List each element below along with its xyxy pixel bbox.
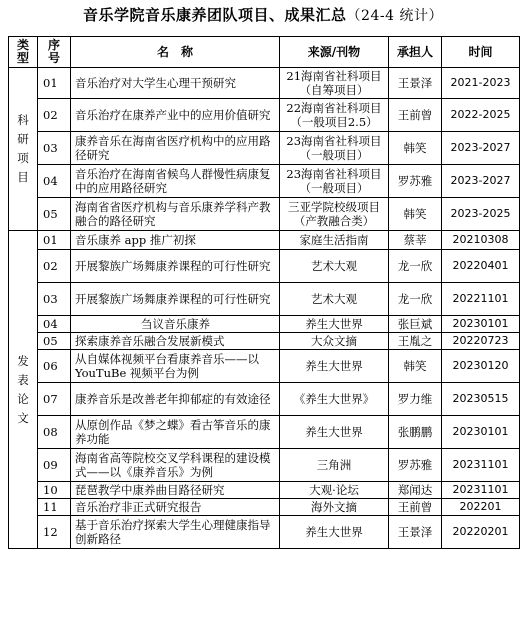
row-name: 康养音乐在海南省医疗机构中的应用路径研究 [71, 132, 280, 165]
row-name: 从原创作品《梦之蝶》看古筝音乐的康养功能 [71, 416, 280, 449]
row-source: 22海南省社科项目（一般项目2.5） [280, 99, 389, 132]
row-name: 音乐治疗对大学生心理干预研究 [71, 68, 280, 99]
row-name: 开展黎族广场舞康养课程的可行性研究 [71, 283, 280, 316]
table-row [9, 516, 520, 549]
summary-table [8, 36, 520, 549]
row-person: 王前曾 [389, 99, 442, 132]
row-time: 20220201 [442, 516, 520, 549]
table-row [9, 283, 520, 316]
row-number: 03 [38, 132, 71, 165]
row-source: 家庭生活指南 [280, 231, 389, 250]
row-time: 2023-2027 [442, 165, 520, 198]
row-number: 07 [38, 383, 71, 416]
table-row [9, 316, 520, 333]
row-name: 刍议音乐康养 [71, 316, 280, 333]
row-name: 基于音乐治疗探索大学生心理健康指导创新路径 [71, 516, 280, 549]
row-source: 三亚学院校级项目（产教融合类） [280, 198, 389, 231]
header-index: 序号 [38, 37, 71, 68]
row-source: 养生大世界 [280, 350, 389, 383]
row-time: 20230515 [442, 383, 520, 416]
row-source: 三角洲 [280, 449, 389, 482]
row-name: 从自媒体视频平台看康养音乐——以 YouTuBe 视频平台为例 [71, 350, 280, 383]
row-time: 2023-2025 [442, 198, 520, 231]
document-title [0, 4, 526, 25]
row-time: 2022-2025 [442, 99, 520, 132]
row-source: 艺术大观 [280, 250, 389, 283]
table-row [9, 99, 520, 132]
row-number: 02 [38, 250, 71, 283]
row-number: 04 [38, 316, 71, 333]
table-header-row [9, 37, 520, 68]
row-name: 康养音乐是改善老年抑郁症的有效途径 [71, 383, 280, 416]
title-text: 音乐学院音乐康养团队项目、成果汇总 [83, 6, 347, 24]
row-name: 海南省省医疗机构与音乐康养学科产教融合的路径研究 [71, 198, 280, 231]
header-person: 承担人 [389, 37, 442, 68]
row-time: 20230120 [442, 350, 520, 383]
row-time: 20230101 [442, 316, 520, 333]
row-person: 张巨斌 [389, 316, 442, 333]
row-number: 12 [38, 516, 71, 549]
row-number: 06 [38, 350, 71, 383]
section-category: 发 表 论 文 [9, 231, 38, 549]
row-person: 王景泽 [389, 516, 442, 549]
row-number: 04 [38, 165, 71, 198]
table-row [9, 198, 520, 231]
header-name: 名 称 [71, 37, 280, 68]
row-person: 王景泽 [389, 68, 442, 99]
row-source: 大众文摘 [280, 333, 389, 350]
table-row [9, 416, 520, 449]
row-number: 10 [38, 482, 71, 499]
row-person: 王前曾 [389, 499, 442, 516]
row-number: 05 [38, 198, 71, 231]
table-row [9, 350, 520, 383]
row-time: 20221101 [442, 283, 520, 316]
row-person: 郑闻达 [389, 482, 442, 499]
row-number: 02 [38, 99, 71, 132]
table-row [9, 250, 520, 283]
row-time: 20231101 [442, 482, 520, 499]
row-name: 琵琶教学中康养曲目路径研究 [71, 482, 280, 499]
header-type: 类型 [9, 37, 38, 68]
row-time: 2021-2023 [442, 68, 520, 99]
row-person: 张鹏鹏 [389, 416, 442, 449]
row-source: 养生大世界 [280, 516, 389, 549]
row-person: 罗苏雅 [389, 165, 442, 198]
row-source: 21海南省社科项目（自筹项目） [280, 68, 389, 99]
table-row [9, 333, 520, 350]
row-person: 蔡莘 [389, 231, 442, 250]
row-name: 海南省高等院校交叉学科课程的建设模式——以《康养音乐》为例 [71, 449, 280, 482]
row-person: 韩笑 [389, 198, 442, 231]
table-row [9, 132, 520, 165]
row-number: 11 [38, 499, 71, 516]
section-category: 科 研 项 目 [9, 68, 38, 231]
row-number: 01 [38, 231, 71, 250]
row-name: 音乐治疗在康养产业中的应用价值研究 [71, 99, 280, 132]
row-number: 03 [38, 283, 71, 316]
row-name: 音乐康养 app 推广初探 [71, 231, 280, 250]
row-source: 艺术大观 [280, 283, 389, 316]
row-name: 音乐治疗在海南省候鸟人群慢性病康复中的应用路径研究 [71, 165, 280, 198]
row-source: 养生大世界 [280, 316, 389, 333]
row-person: 龙一欣 [389, 250, 442, 283]
row-person: 韩笑 [389, 350, 442, 383]
row-time: 20210308 [442, 231, 520, 250]
table-row [9, 68, 520, 99]
row-number: 09 [38, 449, 71, 482]
row-time: 20220401 [442, 250, 520, 283]
title-subtitle: （24-4 统计） [346, 8, 443, 24]
row-person: 韩笑 [389, 132, 442, 165]
row-time: 20220723 [442, 333, 520, 350]
row-source: 《养生大世界》 [280, 383, 389, 416]
header-source: 来源/刊物 [280, 37, 389, 68]
row-time: 2023-2027 [442, 132, 520, 165]
table-row [9, 482, 520, 499]
row-source: 大观·论坛 [280, 482, 389, 499]
row-number: 01 [38, 68, 71, 99]
row-person: 龙一欣 [389, 283, 442, 316]
table-row [9, 449, 520, 482]
header-time: 时间 [442, 37, 520, 68]
row-source: 海外文摘 [280, 499, 389, 516]
table-row [9, 499, 520, 516]
row-number: 08 [38, 416, 71, 449]
table-row [9, 165, 520, 198]
row-person: 王胤之 [389, 333, 442, 350]
row-name: 音乐治疗非正式研究报告 [71, 499, 280, 516]
row-source: 23海南省社科项目（一般项目） [280, 165, 389, 198]
row-name: 探索康养音乐融合发展新模式 [71, 333, 280, 350]
row-time: 20230101 [442, 416, 520, 449]
row-time: 20231101 [442, 449, 520, 482]
row-person: 罗苏雅 [389, 449, 442, 482]
row-source: 23海南省社科项目（一般项目） [280, 132, 389, 165]
row-source: 养生大世界 [280, 416, 389, 449]
row-name: 开展黎族广场舞康养课程的可行性研究 [71, 250, 280, 283]
table-row [9, 383, 520, 416]
row-person: 罗力维 [389, 383, 442, 416]
row-time: 202201 [442, 499, 520, 516]
row-number: 05 [38, 333, 71, 350]
table-row [9, 231, 520, 250]
